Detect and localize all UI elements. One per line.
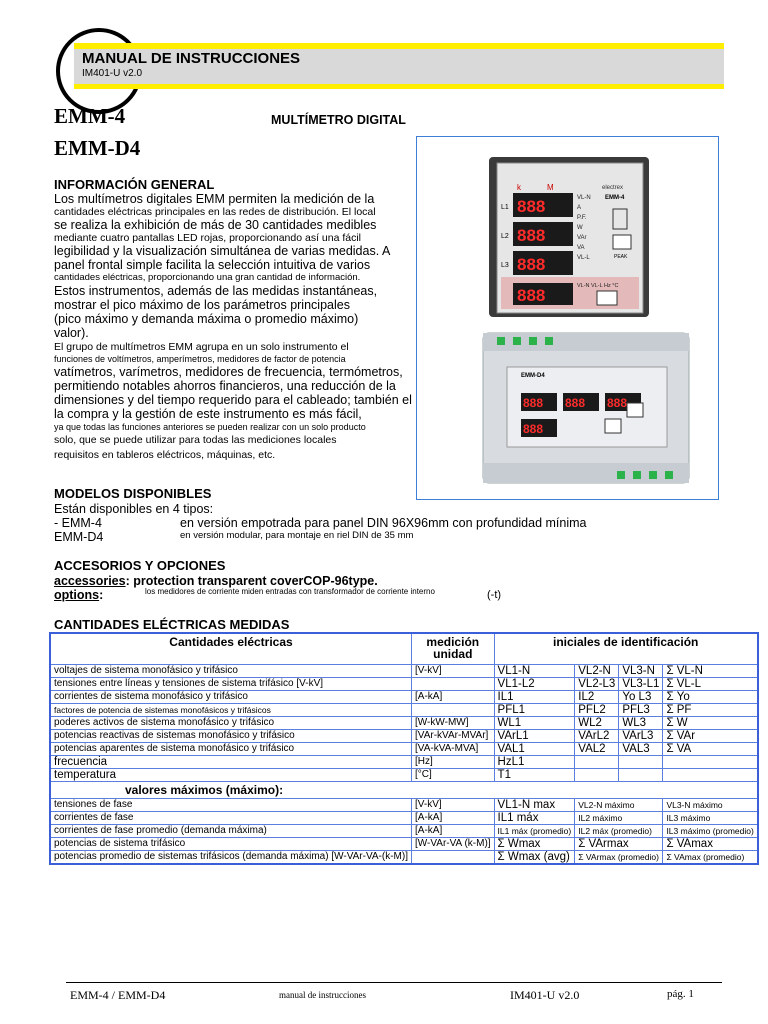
general-line: la compra y la gestión de este instrumento es más fácil, xyxy=(54,407,362,421)
footer-version: IM401-U v2.0 xyxy=(510,988,580,1002)
cell-code: IL2 xyxy=(575,691,619,704)
emmd4-button-mode xyxy=(605,419,621,433)
table-row xyxy=(50,691,758,704)
emm4-w-label: W xyxy=(577,225,583,231)
cell-code: IL1 máx xyxy=(494,812,575,825)
general-line: funciones de voltímetros, amperímetros, medidores de factor de potencia xyxy=(54,354,346,364)
cell-quantity: corrientes de sistema monofásico y trifásico xyxy=(50,691,412,704)
emm4-model-label: EMM-4 xyxy=(605,195,625,201)
table-row xyxy=(50,730,758,743)
cell-code: VArL2 xyxy=(575,730,619,743)
cell-code xyxy=(619,769,663,782)
col-header-quantity: Cantidades eléctricas xyxy=(50,633,412,665)
emm4-l1-digits: 888 xyxy=(517,197,546,216)
general-line: se realiza la exhibición de más de 30 cantidades medibles xyxy=(54,218,377,232)
cell-quantity: tensiones entre líneas y tensiones de sistema trifásico [V-kV] xyxy=(50,678,412,691)
cell-code: T1 xyxy=(494,769,575,782)
col-header-unit xyxy=(412,633,495,665)
emmd4-terminal xyxy=(617,471,625,479)
cell-quantity: corrientes de fase xyxy=(50,812,412,825)
general-line: Los multímetros digitales EMM permiten la medición de la xyxy=(54,192,375,206)
emm4-brand: electrex xyxy=(602,185,624,191)
emm4-bottom-row-labels: VL-N VL-L Hz °C xyxy=(577,283,619,289)
cell-quantity: tensiones de fase xyxy=(50,799,412,812)
cell-unit: [Hz] xyxy=(412,756,495,769)
cell-code: WL3 xyxy=(619,717,663,730)
model-desc-2: en versión modular, para montaje en riel DIN de 35 mm xyxy=(180,530,414,541)
cell-code: IL2 máx (promedio) xyxy=(575,825,663,838)
emmd4-terminal xyxy=(649,471,657,479)
emm4-button-mode xyxy=(597,291,617,305)
cell-code: Yo L3 xyxy=(619,691,663,704)
cell-code: IL3 máximo xyxy=(663,812,758,825)
cell-quantity: temperatura xyxy=(50,769,412,782)
cell-code: Σ Yo xyxy=(663,691,758,704)
cell-code: Σ VL-L xyxy=(663,678,758,691)
accessories-line xyxy=(54,574,378,588)
general-line: dimensiones y del tiempo requerido para el cableado; también el xyxy=(54,393,412,407)
table-header-row xyxy=(50,633,758,665)
table-row xyxy=(50,704,758,717)
emmd4-digits-3: 888 xyxy=(607,396,628,410)
emmd4-terminal xyxy=(665,471,673,479)
emm4-var-label: VAr xyxy=(577,235,587,241)
cell-code xyxy=(663,769,758,782)
product-subtitle: MULTÍMETRO DIGITAL xyxy=(271,113,406,127)
cell-unit: [°C] xyxy=(412,769,495,782)
cell-code: Σ VArmax (promedio) xyxy=(575,851,663,865)
emmd4-button-sigma xyxy=(627,403,643,417)
general-line: ya que todas las funciones anteriores se pueden realizar con un solo producto xyxy=(54,422,366,432)
cell-code: VAL1 xyxy=(494,743,575,756)
cell-quantity: potencias promedio de sistemas trifásicos (demanda máxima) [W-VAr-VA-(k-M)] xyxy=(50,851,412,865)
col-header-unit-line1: medición xyxy=(426,635,480,649)
cell-code: Σ VA xyxy=(663,743,758,756)
general-line: permitiendo notables ahorros financieros, una reducción de la xyxy=(54,379,396,393)
table-row xyxy=(50,717,758,730)
table-row-max xyxy=(50,799,758,812)
cell-code: Σ Wmax (avg) xyxy=(494,851,575,865)
cell-code: IL2 máximo xyxy=(575,812,663,825)
cell-code: Σ VArmax xyxy=(575,838,663,851)
emm4-pf-label: P.F. xyxy=(577,215,587,221)
emm4-m-label: M xyxy=(547,183,554,192)
cell-code: WL2 xyxy=(575,717,619,730)
general-line: cantidades eléctricas, proporcionando una gran cantidad de información. xyxy=(54,272,361,283)
general-line: requisitos en tableros eléctricos, máquinas, etc. xyxy=(54,449,276,461)
cell-unit: [A-kA] xyxy=(412,825,495,838)
cell-code xyxy=(619,756,663,769)
cell-unit: [VAr-kVAr-MVAr] xyxy=(412,730,495,743)
model-name-2: EMM-D4 xyxy=(54,530,104,544)
emm4-vll-label: VL-L xyxy=(577,255,590,261)
cell-code xyxy=(575,769,619,782)
accessories-label: accessories xyxy=(54,574,126,588)
col-header-codes: iniciales de identificación xyxy=(494,633,758,665)
emm4-l1-label: L1 xyxy=(501,204,509,211)
emmd4-digits-2: 888 xyxy=(565,396,586,410)
cell-unit: [VA-kVA-MVA] xyxy=(412,743,495,756)
cell-code: IL3 máximo (promedio) xyxy=(663,825,758,838)
cell-unit: [W-VAr-VA (k-M)] xyxy=(412,838,495,851)
cell-code: Σ VAmax (promedio) xyxy=(663,851,758,865)
emm4-l3-label: L3 xyxy=(501,262,509,269)
emm4-va-label: VA xyxy=(577,245,585,251)
table-row-max xyxy=(50,812,758,825)
emmd4-terminal xyxy=(513,337,521,345)
header-band-bottom xyxy=(74,84,724,89)
cell-quantity: corrientes de fase promedio (demanda máxima) xyxy=(50,825,412,838)
general-line: panel frontal simple facilita la selección intuitiva de varios xyxy=(54,258,371,272)
model-name-1: - EMM-4 xyxy=(54,516,102,530)
table-row xyxy=(50,743,758,756)
cell-code: VArL3 xyxy=(619,730,663,743)
product-image-frame xyxy=(416,136,719,500)
table-row-max xyxy=(50,825,758,838)
cell-unit xyxy=(412,678,495,691)
cell-unit: [V-kV] xyxy=(412,799,495,812)
product-photo xyxy=(417,137,717,498)
cell-code: PFL1 xyxy=(494,704,575,717)
table-row xyxy=(50,756,758,769)
general-heading: INFORMACIÓN GENERAL xyxy=(54,177,215,192)
cell-quantity: voltajes de sistema monofásico y trifásico xyxy=(50,665,412,678)
cell-code: PFL2 xyxy=(575,704,619,717)
options-text: los medidores de corriente miden entradas con transformador de corriente interno xyxy=(145,587,435,596)
accessories-heading: ACCESORIOS Y OPCIONES xyxy=(54,558,226,573)
emmd4-terminal xyxy=(633,471,641,479)
cell-code: IL1 xyxy=(494,691,575,704)
cell-code: HzL1 xyxy=(494,756,575,769)
options-code: (-t) xyxy=(487,589,502,601)
general-line: (pico máximo y demanda máxima o promedio máximo) xyxy=(54,312,359,326)
general-line: legibilidad y la visualización simultánea de varias medidas. A xyxy=(54,244,391,258)
general-text xyxy=(54,192,414,463)
options-line xyxy=(54,588,103,602)
cell-quantity: potencias aparentes de sistema monofásico y trifásico xyxy=(50,743,412,756)
emmd4-digits-4: 888 xyxy=(523,422,544,436)
cell-quantity: poderes activos de sistema monofásico y trifásico xyxy=(50,717,412,730)
general-line: mediante cuatro pantallas LED rojas, proporcionando así una fácil xyxy=(54,232,362,244)
emm4-k-label: k xyxy=(517,183,521,192)
footer-page: pág. 1 xyxy=(667,988,694,1000)
emm4-l2-digits: 888 xyxy=(517,226,546,245)
cell-quantity: potencias reactivas de sistemas monofásico y trifásico xyxy=(50,730,412,743)
cell-unit xyxy=(412,704,495,717)
cell-code: VL3-N xyxy=(619,665,663,678)
footer-left: EMM-4 / EMM-D4 xyxy=(70,988,166,1002)
header-version: IM401-U v2.0 xyxy=(82,68,143,79)
product-model-2: EMM-D4 xyxy=(54,136,141,160)
cell-quantity: potencias de sistema trifásico xyxy=(50,838,412,851)
footer-center: manual de instrucciones xyxy=(279,990,366,1000)
general-line: mostrar el pico máximo de los parámetros principales xyxy=(54,298,350,312)
cell-code: Σ VAr xyxy=(663,730,758,743)
emm4-l3-digits: 888 xyxy=(517,255,546,274)
cell-code: Σ Wmax xyxy=(494,838,575,851)
cell-code: VAL2 xyxy=(575,743,619,756)
general-line: vatímetros, varímetros, medidores de frecuencia, termómetros, xyxy=(54,365,403,379)
general-line: cantidades eléctricas principales en las redes de distribución. El local xyxy=(54,206,376,218)
table-row-max xyxy=(50,838,758,851)
models-heading: MODELOS DISPONIBLES xyxy=(54,486,212,501)
col-header-unit-line2: unidad xyxy=(433,647,473,661)
cell-code: VL1-N xyxy=(494,665,575,678)
cell-unit: [V-kV] xyxy=(412,665,495,678)
emmd4-bottom-terminals xyxy=(483,463,689,483)
cell-quantity: factores de potencia de sistemas monofásicos y trifásicos xyxy=(50,704,412,717)
emm4-l2-label: L2 xyxy=(501,233,509,240)
emm4-bottom-digits: 888 xyxy=(517,286,546,305)
general-line: valor). xyxy=(54,326,89,340)
emm4-peak-label: PEAK xyxy=(614,254,628,260)
cell-code: VL3-N máximo xyxy=(663,799,758,812)
general-line: solo, que se puede utilizar para todas las mediciones locales xyxy=(54,434,337,446)
cell-code: Σ VL-N xyxy=(663,665,758,678)
emmd4-model-label: EMM-D4 xyxy=(521,373,545,379)
cell-code: WL1 xyxy=(494,717,575,730)
header-title: MANUAL DE INSTRUCCIONES xyxy=(82,50,301,67)
table-section-row xyxy=(50,782,758,799)
table-row xyxy=(50,769,758,782)
emmd4-terminal xyxy=(529,337,537,345)
product-model-1: EMM-4 xyxy=(54,104,126,128)
emm4-vln-label: VL-N xyxy=(577,195,591,201)
cell-code xyxy=(663,756,758,769)
cell-code: Σ PF xyxy=(663,704,758,717)
cell-code xyxy=(575,756,619,769)
table-row xyxy=(50,678,758,691)
quantities-table xyxy=(49,632,759,865)
cell-unit: [W-kW-MW] xyxy=(412,717,495,730)
cell-code: VL1-N max xyxy=(494,799,575,812)
accessories-text: : protection transparent coverCOP-96type. xyxy=(125,574,378,588)
cell-code: VL2-L3 xyxy=(575,678,619,691)
options-label: options xyxy=(54,588,100,602)
cell-code: PFL3 xyxy=(619,704,663,717)
cell-code: Σ VAmax xyxy=(663,838,758,851)
options-colon: : xyxy=(99,588,104,602)
models-intro: Están disponibles en 4 tipos: xyxy=(54,502,214,516)
emmd4-terminal xyxy=(497,337,505,345)
table-row xyxy=(50,665,758,678)
general-line: El grupo de multímetros EMM agrupa en un solo instrumento el xyxy=(54,341,349,353)
cell-unit: [A-kA] xyxy=(412,812,495,825)
cell-code: VL3-L1 xyxy=(619,678,663,691)
cell-unit xyxy=(412,851,495,865)
cell-code: Σ W xyxy=(663,717,758,730)
cell-code: IL1 máx (promedio) xyxy=(494,825,575,838)
cell-code: VL1-L2 xyxy=(494,678,575,691)
emm4-button-sigma xyxy=(613,235,631,249)
cell-quantity: frecuencia xyxy=(50,756,412,769)
section-label: valores máximos (máximo): xyxy=(50,782,758,799)
cell-code: VArL1 xyxy=(494,730,575,743)
emm4-a-label: A xyxy=(577,205,582,211)
footer-rule xyxy=(66,982,722,983)
table-heading: CANTIDADES ELÉCTRICAS MEDIDAS xyxy=(54,617,290,632)
cell-code: VL2-N xyxy=(575,665,619,678)
model-desc-1: en versión empotrada para panel DIN 96X96mm con profundidad mínima xyxy=(180,516,587,530)
cell-unit: [A-kA] xyxy=(412,691,495,704)
cell-code: VAL3 xyxy=(619,743,663,756)
emmd4-digits-1: 888 xyxy=(523,396,544,410)
cell-code: VL2-N máximo xyxy=(575,799,663,812)
emmd4-terminal xyxy=(545,337,553,345)
general-line: Estos instrumentos, además de las medidas instantáneas, xyxy=(54,284,378,298)
table-row-max xyxy=(50,851,758,865)
